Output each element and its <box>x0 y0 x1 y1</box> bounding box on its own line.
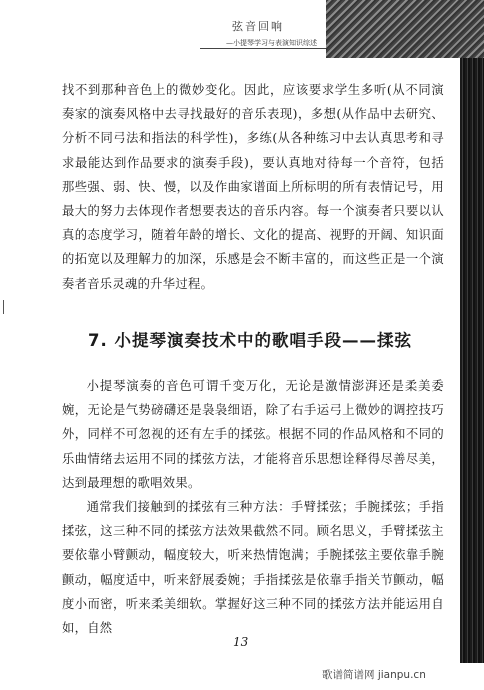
body-paragraph: 通常我们接触到的揉弦有三种方法：手臂揉弦；手腕揉弦；手指揉弦，这三种不同的揉弦方法效果截然不同。顾名思义，手臂揉弦主要依靠小臂颤动，幅度较大，听来热情饱满；手腕揉弦主要依靠手腕颤动，幅度适中，听来舒展委婉；手指揉弦是依靠手指关节颤动，幅度小而密，听来柔美细软。掌握好这三种不同的揉弦方法并能运用自如，自然 <box>62 500 444 636</box>
header-decorative-band <box>326 0 484 58</box>
page-header <box>0 0 484 58</box>
header-logo: 弦音回响 <box>232 20 284 33</box>
body-text-top <box>62 78 444 296</box>
right-edge-decorative-bar <box>460 58 484 663</box>
header-rule <box>200 48 326 49</box>
header-subtitle: —小提琴学习与表演知识综述 <box>226 39 317 47</box>
body-paragraph: 找不到那种音色上的微妙变化。因此，应该要求学生多听(从不同演奏家的演奏风格中去寻找最好的音乐表现)，多想(从作品中去研究、分析不同弓法和指法的科学性)，多练(从各种练习中去认真思考和寻求最能达到作品要求的演奏手段)，要认真地对待每一个音符，包括那些强、弱、快、慢，以及作曲家谱面上所标明的所有表情记号，用最大的努力去体现作者想要表达的音乐内容。每一个演奏者只要以认真的态度学习，随着年龄的增长、文化的提高、视野的开阔、知识面的拓宽以及理解力的加深，乐感是会不断丰富的，而这些正是一个演奏者音乐灵魂的升华过程。 <box>62 83 444 291</box>
section-heading: 7. 小提琴演奏技术中的歌唱手段——揉弦 <box>88 331 412 350</box>
body-paragraph: 小提琴演奏的音色可谓千变万化，无论是激情澎湃还是柔美委婉，无论是气势磅礴还是袅袅细语，除了右手运弓上微妙的调控技巧外，同样不可忽视的还有左手的揉弦。根据不同的作品风格和不同的乐曲情绪去运用不同的揉弦方法，才能将音乐思想诠释得尽善尽美，达到最理想的歌唱效果。 <box>62 379 444 490</box>
watermark-text: 歌谱简谱网 jianpu.cn <box>322 669 426 681</box>
body-text-bottom <box>62 374 444 640</box>
left-edge-mark <box>3 300 4 314</box>
page-number: 13 <box>233 635 249 649</box>
